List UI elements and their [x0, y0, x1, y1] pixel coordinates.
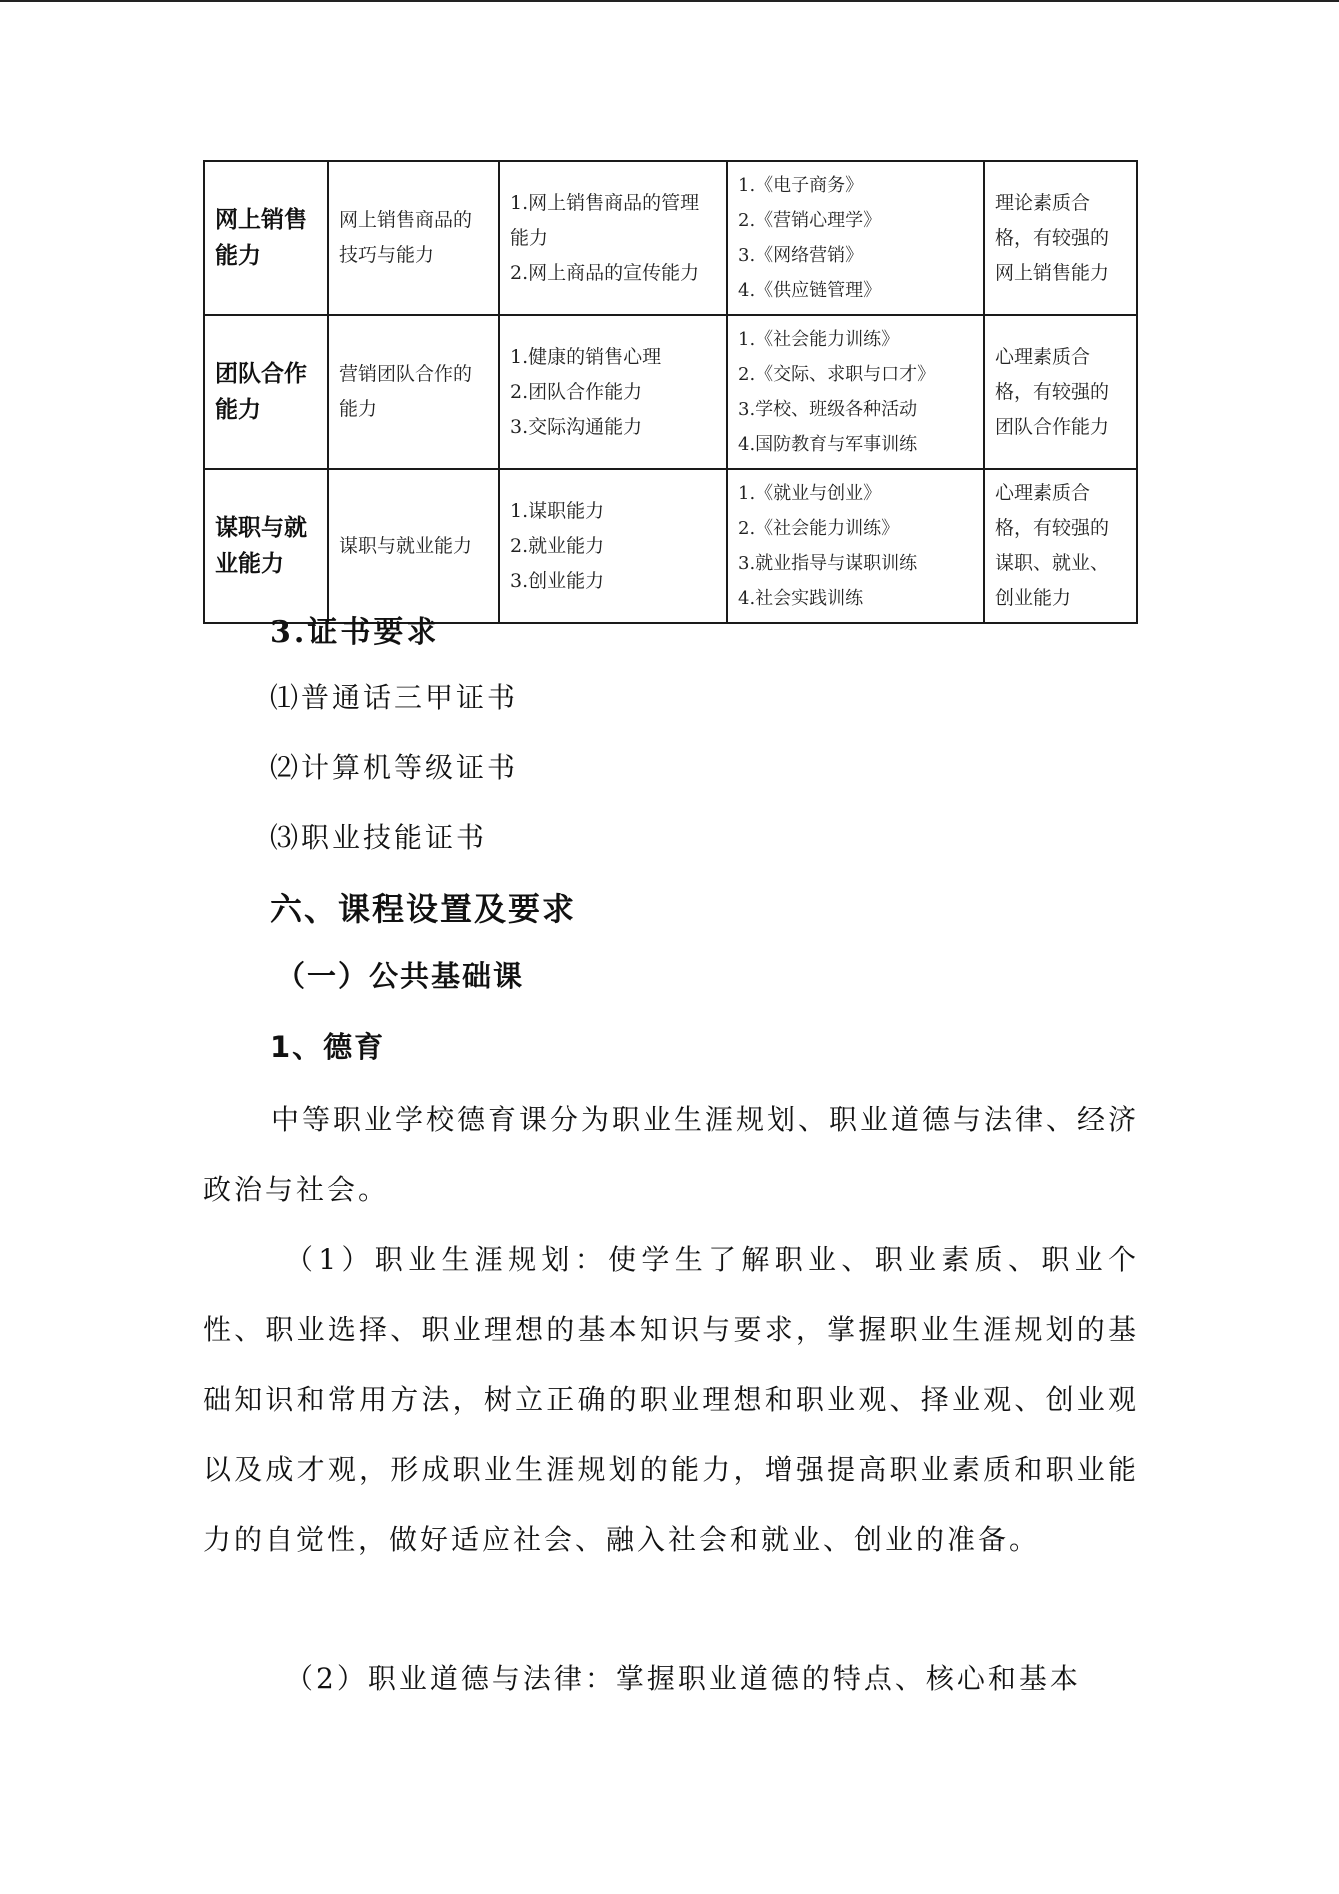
certificate-heading: 3.证书要求 — [270, 615, 440, 650]
ability-elements-cell — [499, 469, 727, 623]
course-item: 4.《供应链管理》 — [738, 280, 882, 301]
section-heading: 六、课程设置及要求 — [270, 890, 577, 928]
ability-content-text: 网上销售商品的技巧与能力 — [339, 209, 473, 266]
ability-content-cell — [328, 315, 499, 469]
subsubsection-heading: 1、德育 — [270, 1030, 386, 1064]
courses-cell — [727, 315, 984, 469]
course-item: 3.就业指导与谋职训练 — [738, 553, 918, 574]
ability-element-item: 3.交际沟通能力 — [510, 415, 643, 438]
ability-name-line: 业能力 — [215, 551, 284, 577]
ability-content-cell — [328, 469, 499, 623]
ability-elements-cell — [499, 161, 727, 315]
ability-element-item: 1.谋职能力 — [510, 499, 605, 522]
ability-content-cell — [328, 161, 499, 315]
ability-name-line: 网上销售 — [215, 207, 307, 233]
requirement-cell — [984, 161, 1137, 315]
table-row — [204, 315, 1137, 469]
ability-element-item: 3.创业能力 — [510, 569, 605, 592]
ability-element-item: 2.团队合作能力 — [510, 380, 643, 403]
course-item: 1.《就业与创业》 — [738, 483, 882, 504]
ability-element-item: 1.网上销售商品的管理能力 — [510, 191, 700, 249]
body-paragraph: （1）职业生涯规划：使学生了解职业、职业素质、职业个性、职业选择、职业理想的基本知识与要求，掌握职业生涯规划的基础知识和常用方法，树立正确的职业理想和职业观、择业观、创业观以及成才观，形成职业生涯规划的能力，增强提高职业素质和职业能力的自觉性，做好适应社会、融入社会和就业、创业的准备。 — [203, 1243, 1139, 1556]
course-item: 3.学校、班级各种活动 — [738, 399, 918, 420]
course-item: 2.《社会能力训练》 — [738, 518, 900, 539]
course-item: 3.《网络营销》 — [738, 245, 864, 266]
ability-elements-cell — [499, 315, 727, 469]
course-item: 1.《电子商务》 — [738, 175, 864, 196]
requirement-cell — [984, 469, 1137, 623]
requirement-text: 理论素质合格，有较强的网上销售能力 — [995, 191, 1110, 284]
requirement-text: 心理素质合格，有较强的谋职、就业、创业能力 — [995, 482, 1110, 609]
ability-element-item: 2.网上商品的宣传能力 — [510, 261, 700, 284]
ability-name-line: 能力 — [215, 243, 261, 269]
requirement-text: 心理素质合格，有较强的团队合作能力 — [995, 345, 1110, 438]
ability-name-cell — [204, 161, 328, 315]
ability-content-text: 营销团队合作的能力 — [339, 363, 473, 420]
table-row — [204, 161, 1137, 315]
subsection-heading: （一）公共基础课 — [276, 959, 525, 993]
ability-name-line: 谋职与就 — [215, 515, 307, 541]
course-item: 2.《营销心理学》 — [738, 210, 882, 231]
ability-table — [203, 160, 1138, 624]
body-paragraph: （2）职业道德与法律：掌握职业道德的特点、核心和基本 — [285, 1662, 1081, 1695]
certificate-item: ⑶职业技能证书 — [270, 821, 488, 854]
ability-name-cell — [204, 469, 328, 623]
course-item: 1.《社会能力训练》 — [738, 329, 900, 350]
course-item: 4.社会实践训练 — [738, 588, 864, 609]
ability-content-text: 谋职与就业能力 — [339, 534, 473, 557]
ability-name-line: 团队合作 — [215, 361, 307, 387]
body-paragraph: 中等职业学校德育课分为职业生涯规划、职业道德与法律、经济政治与社会。 — [203, 1103, 1140, 1206]
page-top-border — [0, 0, 1339, 2]
course-item: 2.《交际、求职与口才》 — [738, 364, 936, 385]
certificate-item: ⑵计算机等级证书 — [270, 751, 519, 784]
ability-name-cell — [204, 315, 328, 469]
ability-name-line: 能力 — [215, 397, 261, 423]
ability-element-item: 2.就业能力 — [510, 534, 605, 557]
course-item: 4.国防教育与军事训练 — [738, 434, 918, 455]
ability-element-item: 1.健康的销售心理 — [510, 345, 662, 368]
certificate-item: ⑴普通话三甲证书 — [270, 681, 519, 714]
requirement-cell — [984, 315, 1137, 469]
table-row — [204, 469, 1137, 623]
courses-cell — [727, 469, 984, 623]
courses-cell — [727, 161, 984, 315]
